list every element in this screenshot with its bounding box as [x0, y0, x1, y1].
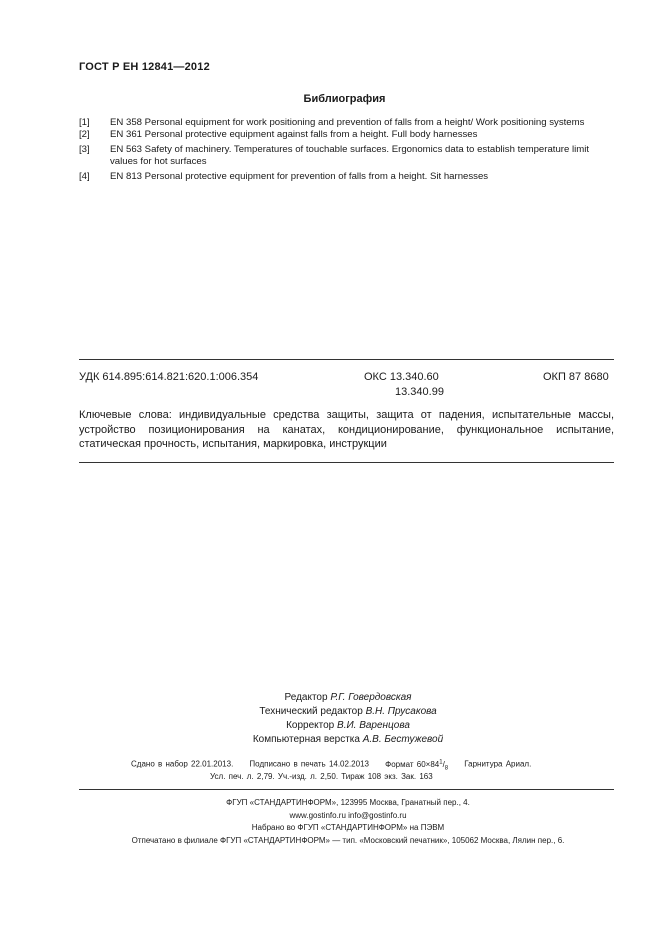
reference-text: EN 563 Safety of machinery. Temperatures of touchable surfaces. Ergonomics data to establish temperature limit values for hot surfaces: [110, 144, 590, 167]
credit-proofreader: Корректор В.И. Варенцова: [286, 720, 410, 731]
credits-block: [0, 691, 661, 747]
print-info-line1: [131, 759, 531, 771]
bibliography-title: Библиография: [303, 93, 386, 105]
font-info: Гарнитура Ариал.: [464, 759, 532, 769]
divider-bottom: [79, 462, 614, 463]
credit-editor: Редактор Р.Г. Говердовская: [284, 692, 412, 703]
divider-top: [79, 359, 614, 360]
udk-code: УДК 614.895:614.821:620.1:006.354: [79, 371, 259, 383]
credit-layout: Компьютерная верстка А.В. Бестужевой: [252, 734, 444, 745]
reference-number: [4]: [79, 171, 90, 182]
reference-text: EN 361 Personal protective equipment against falls from a height. Full body harnesses: [110, 129, 478, 140]
reference-number: [1]: [79, 117, 90, 128]
publisher-contacts: www.gostinfo.ru info@gostinfo.ru: [289, 810, 407, 820]
keywords: Ключевые слова: индивидуальные средства защиты, защита от падения, испытательные массы, устройство позиционирования на канатах, кондиционирование, функциональное испытание, статическая прочность, испытания, маркировка, инструкции: [79, 409, 614, 450]
document-header: ГОСТ Р ЕН 12841—2012: [79, 61, 210, 73]
signed-date: Подписано в печать 14.02.2013: [249, 759, 369, 769]
oks-code: ОКС 13.340.60: [364, 371, 439, 383]
print-info-line2: Усл. печ. л. 2,79. Уч.-изд. л. 2,50. Тираж 108 экз. Зак. 163: [210, 772, 433, 781]
reference-text: EN 358 Personal equipment for work positioning and prevention of falls from a height/ Work positioning systems: [110, 117, 585, 128]
format-info: Формат $60\times 84^1/_8$: [385, 759, 449, 772]
reference-number: [3]: [79, 144, 90, 155]
printed-info: Отпечатано в филиале ФГУП «СТАНДАРТИНФОРМ» — тип. «Московский печатник», 105062 Москва, Лялин пер., 6.: [131, 835, 565, 845]
sent-date: Сдано в набор 22.01.2013.: [131, 759, 234, 769]
reference-text: EN 813 Personal protective equipment for prevention of falls from a height. Sit harnesses: [110, 171, 489, 182]
oks-code-secondary: 13.340.99: [395, 386, 444, 398]
divider-publisher: [79, 789, 614, 790]
publisher-block: [0, 797, 661, 847]
credit-tech-editor: Технический редактор В.Н. Прусакова: [259, 706, 437, 717]
typeset-info: Набрано во ФГУП «СТАНДАРТИНФОРМ» на ПЭВМ: [251, 823, 445, 832]
reference-number: [2]: [79, 129, 90, 140]
okp-code: ОКП 87 8680: [543, 371, 609, 383]
publisher-address: ФГУП «СТАНДАРТИНФОРМ», 123995 Москва, Гранатный пер., 4.: [226, 798, 470, 807]
